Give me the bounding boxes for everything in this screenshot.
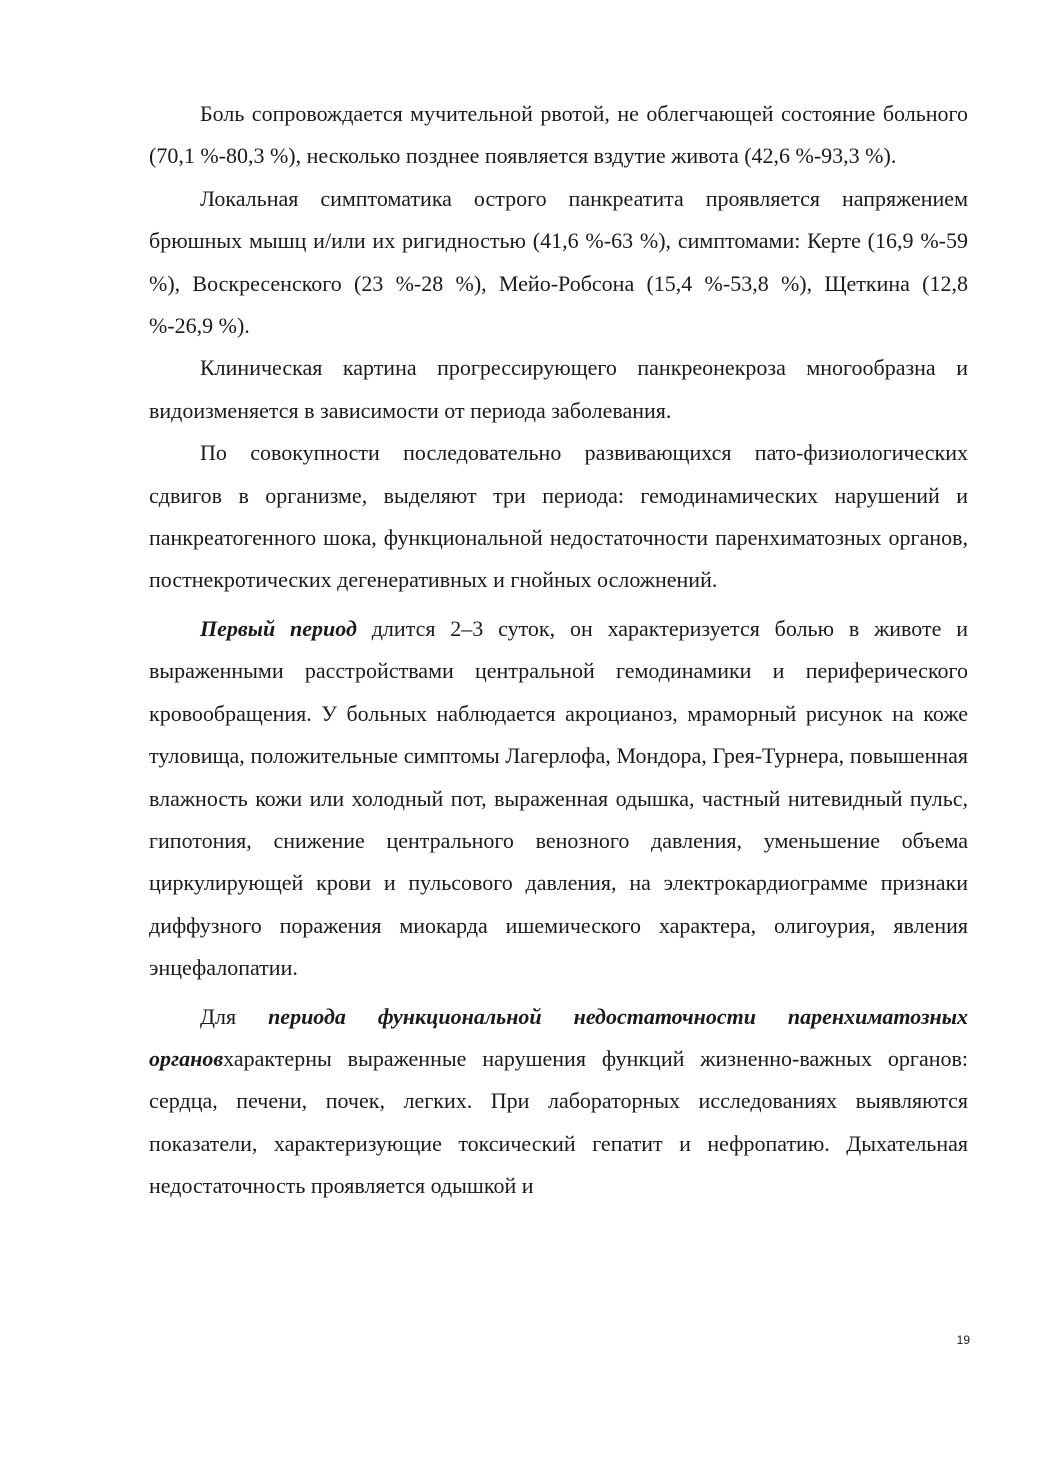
emphasis-functional-failure: периода функциональной недостаточности паренхиматозных органов	[149, 1003, 969, 1071]
paragraph-text: длится 2–3 суток, он характеризуется болью в животе и выраженными расстройствами центральной гемодинамики и периферического кровообращения. У больных наблюдается акроцианоз, мраморный рисунок на коже туловища, положительные симптомы Лагерлофа, Мондора, Грея-Турнера, повышенная влажность кожи или холодный пот, выраженная одышка, частный нитевидный пульс, гипотония, снижение центрального венозного давления, уменьшение объема циркулирующей крови и пульсового давления, на электрокардиограмме признаки диффузного поражения миокарда ишемического характера, олигоурия, явления энцефалопатии.	[149, 615, 968, 981]
paragraph-local-symptoms	[149, 178, 968, 348]
paragraph-vomiting	[149, 93, 968, 178]
paragraph-text: Клиническая картина прогрессирующего панкреонекроза многообразна и видоизменяется в зависимости от периода заболевания.	[149, 355, 968, 423]
paragraph-first-period	[149, 608, 968, 990]
paragraph-text: характерны выраженные нарушения функций жизненно-важных органов: сердца, печени, почек, легких. При лабораторных исследованиях выявляются показатели, характеризующие токсический гепатит и нефропатию. Дыхательная недостаточность проявляется одышкой и	[149, 1045, 968, 1199]
paragraph-lead: Для	[200, 1003, 269, 1029]
paragraph-text: Боль сопровождается мучительной рвотой, не облегчающей состояние больного (70,1 %-80,3 %), несколько позднее появляется вздутие живота (42,6 %-93,3 %).	[149, 101, 968, 169]
emphasis-first-period: Первый период	[200, 615, 357, 641]
paragraph-periods	[149, 432, 968, 602]
paragraph-clinical-picture	[149, 347, 968, 432]
paragraph-functional-failure	[149, 996, 968, 1208]
paragraph-text: Локальная симптоматика острого панкреатита проявляется напряжением брюшных мышц и/или их ригидностью (41,6 %-63 %), симптомами: Керте (16,9 %-59 %), Воскресенского (23 %-28 %), Мейо-Робсона (15,4 %-53,8 %), Щеткина (12,8 %-26,9 %).	[149, 185, 968, 339]
paragraph-text: По совокупности последовательно развивающихся пато-физиологических сдвигов в организме, выделяют три периода: гемодинамических нарушений и панкреатогенного шока, функциональной недостаточности паренхиматозных органов, постнекротических дегенеративных и гнойных осложнений.	[149, 440, 968, 593]
page-number: 19	[956, 1333, 970, 1347]
body-text	[149, 93, 968, 1208]
